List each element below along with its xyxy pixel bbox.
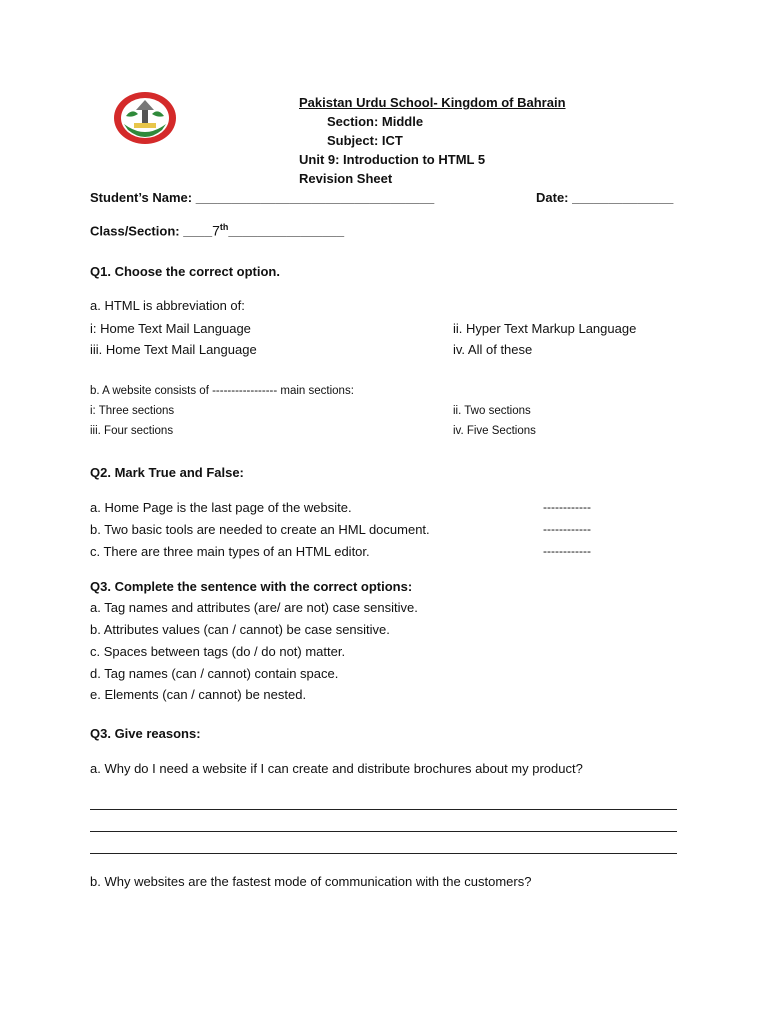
class-section-field bbox=[90, 222, 344, 238]
sheet-label: Revision Sheet bbox=[299, 171, 393, 186]
class-suffix: ________________ bbox=[228, 223, 345, 239]
reason-question-a: a. Why do I need a website if I can create and distribute brochures about my product? bbox=[90, 761, 583, 776]
q1a-option-3: iii. Home Text Mail Language bbox=[90, 342, 257, 357]
subject-label: Subject: ICT bbox=[327, 133, 403, 148]
q3-item: b. Attributes values (can / cannot) be case sensitive. bbox=[90, 622, 390, 637]
q1a-option-1: i: Home Text Mail Language bbox=[90, 321, 251, 336]
answer-line bbox=[90, 831, 677, 832]
section-label: Section: Middle bbox=[327, 114, 424, 129]
answer-line bbox=[90, 809, 677, 810]
unit-label: Unit 9: Introduction to HTML 5 bbox=[299, 152, 486, 167]
q1b-option-2: ii. Two sections bbox=[453, 405, 531, 417]
reason-question-b: b. Why websites are the fastest mode of communication with the customers? bbox=[90, 874, 532, 889]
q3-title: Q3. Complete the sentence with the correct options: bbox=[90, 579, 413, 594]
school-logo-icon bbox=[112, 90, 178, 146]
q1a-option-4: iv. All of these bbox=[453, 342, 533, 357]
q2-item: a. Home Page is the last page of the website. bbox=[90, 500, 352, 515]
q2-answer-blank: ------------ bbox=[543, 544, 591, 558]
q1b-question: b. A website consists of ----------------- main sections: bbox=[90, 385, 354, 397]
q2-item: c. There are three main types of an HTML editor. bbox=[90, 544, 370, 559]
q2-item: b. Two basic tools are needed to create an HML document. bbox=[90, 522, 430, 537]
q1b-option-4: iv. Five Sections bbox=[453, 425, 536, 437]
q1-title: Q1. Choose the correct option. bbox=[90, 264, 280, 279]
q3-item: a. Tag names and attributes (are/ are not) case sensitive. bbox=[90, 600, 418, 615]
q2-answer-blank: ------------ bbox=[543, 500, 591, 514]
q1a-question: a. HTML is abbreviation of: bbox=[90, 298, 245, 313]
q2-answer-blank: ------------ bbox=[543, 522, 591, 536]
q3-item: d. Tag names (can / cannot) contain space. bbox=[90, 666, 339, 681]
answer-line bbox=[90, 853, 677, 854]
q2-title: Q2. Mark True and False: bbox=[90, 465, 244, 480]
student-name-field: Student’s Name: _________________________________ bbox=[90, 190, 435, 205]
q3-item: e. Elements (can / cannot) be nested. bbox=[90, 687, 307, 702]
q1b-option-3: iii. Four sections bbox=[90, 425, 174, 437]
class-value: 7 bbox=[212, 222, 220, 239]
class-prefix: Class/Section: ____ bbox=[90, 223, 213, 239]
class-sup: th bbox=[219, 222, 229, 232]
q3-item: c. Spaces between tags (do / do not) matter. bbox=[90, 644, 346, 659]
q1a-option-2: ii. Hyper Text Markup Language bbox=[453, 321, 637, 336]
reasons-title: Q3. Give reasons: bbox=[90, 726, 201, 741]
q1b-option-1: i: Three sections bbox=[90, 405, 175, 417]
date-field: Date: ______________ bbox=[536, 190, 674, 205]
school-name: Pakistan Urdu School- Kingdom of Bahrain bbox=[299, 95, 566, 110]
